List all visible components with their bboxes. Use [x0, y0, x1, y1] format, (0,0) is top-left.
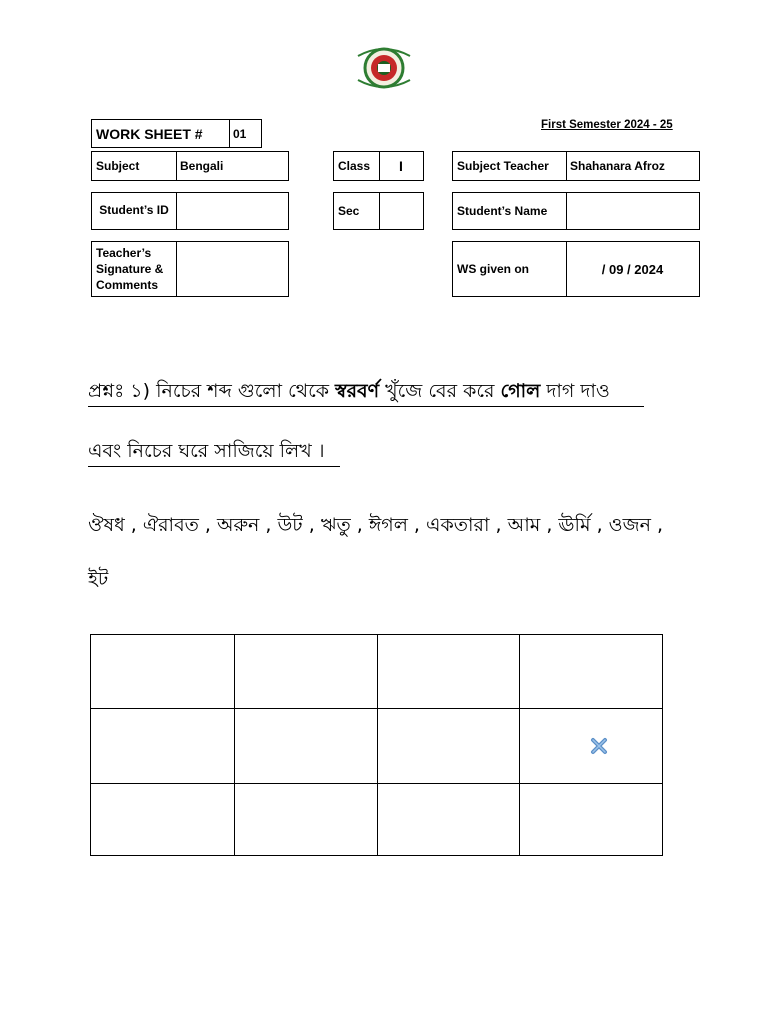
subject-value: Bengali	[176, 151, 289, 181]
question-prefix: প্রশ্নঃ ১) নিচের শব্দ গুলো থেকে	[88, 380, 336, 402]
answer-cell[interactable]	[378, 709, 520, 784]
question-mid: খুঁজে বের করে	[379, 380, 501, 402]
student-id-label: Student’s ID	[91, 192, 177, 230]
answer-cell[interactable]	[378, 784, 520, 855]
answer-grid	[90, 634, 663, 856]
answer-cell[interactable]	[520, 784, 662, 855]
student-name-field[interactable]	[566, 192, 700, 230]
question-bold-vowels: স্বরবর্ণ	[335, 380, 380, 402]
answer-cell[interactable]	[91, 635, 235, 709]
subject-teacher-value: Shahanara Afroz	[566, 151, 700, 181]
question-bold-circle: গোল	[500, 380, 541, 402]
answer-cell[interactable]	[235, 635, 378, 709]
worksheet-number: 01	[229, 119, 262, 148]
semester-title: First Semester 2024 - 25	[541, 119, 673, 131]
subject-teacher-label: Subject Teacher	[452, 151, 567, 181]
student-name-label: Student’s Name	[452, 192, 567, 230]
subject-label: Subject	[91, 151, 177, 181]
class-value: I	[379, 151, 424, 181]
answer-cell[interactable]	[235, 709, 378, 784]
question-line-2: এবং নিচের ঘরে সাজিয়ে লিখ ।	[88, 442, 340, 467]
answer-cell[interactable]	[91, 784, 235, 855]
question-suffix: দাগ দাও	[540, 380, 610, 402]
question-line-1	[88, 382, 644, 407]
student-id-field[interactable]	[176, 192, 289, 230]
answer-cell[interactable]	[91, 709, 235, 784]
cross-icon	[590, 737, 608, 755]
sec-field[interactable]	[379, 192, 424, 230]
answer-cell[interactable]	[235, 784, 378, 855]
teacher-signature-field[interactable]	[176, 241, 289, 297]
teacher-signature-label: Teacher’s Signature & Comments	[91, 241, 177, 297]
word-list-line-1: ঔষধ , ঐরাবত , অরুন , উট , ঋতু , ঈগল , একতারা , আম , ঊর্মি , ওজন ,	[88, 514, 664, 536]
ws-given-date: / 09 / 2024	[566, 241, 700, 297]
class-label: Class	[333, 151, 380, 181]
answer-cell[interactable]	[520, 635, 662, 709]
ws-given-label: WS given on	[452, 241, 567, 297]
school-logo	[355, 46, 413, 90]
word-list-line-2: ইট	[88, 568, 109, 590]
answer-cell[interactable]	[520, 709, 662, 784]
worksheet-label: WORK SHEET #	[91, 119, 230, 148]
sec-label: Sec	[333, 192, 380, 230]
answer-cell[interactable]	[378, 635, 520, 709]
